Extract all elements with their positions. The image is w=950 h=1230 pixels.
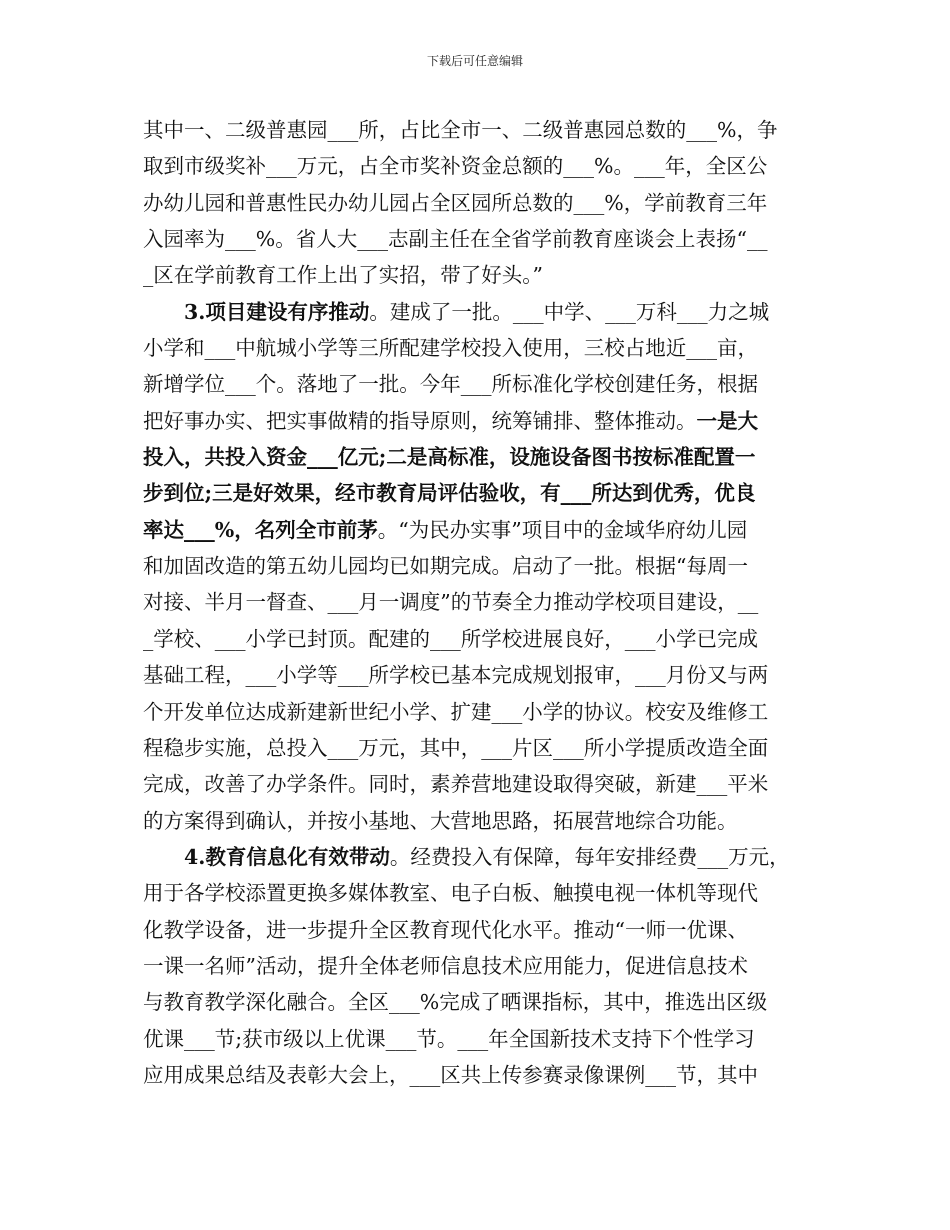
text-line bbox=[143, 694, 813, 730]
text-segment: 取到市级奖补___万元，占全市奖补资金总额的___%。___年，全区公 bbox=[143, 154, 768, 179]
text-segment: 把好事办实、把实事做精的指导原则，统筹铺排、整体推动。 bbox=[143, 408, 697, 433]
text-segment: 化教学设备，进一步提升全区教育现代化水平。推动“一师一优课、 bbox=[143, 917, 748, 942]
text-segment: _学校、___小学已封顶。配建的___所学校进展良好，___小学已完成 bbox=[143, 626, 758, 651]
text-line bbox=[143, 185, 813, 221]
text-line bbox=[143, 112, 813, 148]
text-segment: 完成，改善了办学条件。同时，素养营地建设取得突破，新建___平米 bbox=[143, 772, 769, 797]
text-line bbox=[143, 948, 813, 984]
text-line bbox=[143, 766, 813, 802]
text-line bbox=[143, 584, 813, 620]
text-line bbox=[143, 221, 813, 257]
text-segment: _区在学前教育工作上出了实招，带了好头。” bbox=[143, 263, 543, 288]
text-segment: 。“为民办实事”项目中的金域华府幼儿园 bbox=[377, 517, 748, 542]
bold-text-segment: 3.项目建设有序推动 bbox=[184, 299, 370, 324]
text-segment: 新增学位___个。落地了一批。今年___所标准化学校创建任务，根据 bbox=[143, 372, 758, 397]
text-segment: 其中一、二级普惠园___所，占比全市一、二级普惠园总数的___%，争 bbox=[143, 118, 778, 142]
text-line bbox=[143, 294, 813, 330]
text-line bbox=[143, 803, 813, 839]
text-line bbox=[143, 730, 813, 766]
text-segment: 入园率为___%。省人大___志副主任在全省学前教育座谈会上表扬“__ bbox=[143, 227, 768, 252]
bold-text-segment: 率达___%，名列全市前茅 bbox=[143, 517, 378, 542]
text-line bbox=[143, 366, 813, 402]
page-header: 下载后可任意编辑 bbox=[426, 54, 523, 68]
text-line bbox=[143, 839, 813, 875]
text-line bbox=[143, 403, 813, 439]
text-line bbox=[143, 621, 813, 657]
text-segment: 与教育教学深化融合。全区___%完成了晒课指标，其中，推选出区级 bbox=[143, 990, 768, 1015]
bold-text-segment: 步到位;三是好效果，经市教育局评估验收，有___所达到优秀，优良 bbox=[143, 481, 756, 506]
bold-text-segment: 一是大 bbox=[696, 408, 758, 433]
text-segment: 应用成果总结及表彰大会上，___区共上传参赛录像课例___节，其中 bbox=[143, 1062, 758, 1087]
text-segment: 对接、半月一督查、___月一调度”的节奏全力推动学校项目建设，__ bbox=[143, 590, 759, 615]
text-line bbox=[143, 548, 813, 584]
text-segment: 办幼儿园和普惠性民办幼儿园占全区园所总数的___%，学前教育三年 bbox=[143, 190, 768, 215]
text-segment: 。经费投入有保障，每年安排经费___万元， bbox=[389, 844, 790, 869]
text-line bbox=[143, 912, 813, 948]
text-segment: 一课一名师”活动，提升全体老师信息技术应用能力，促进信息技术 bbox=[143, 953, 748, 978]
bold-text-segment: 投入，共投入资金___亿元;二是高标准，设施设备图书按标准配置一 bbox=[143, 445, 756, 470]
text-line bbox=[143, 875, 813, 911]
text-segment: 个开发单位达成新建新世纪小学、扩建___小学的协议。校安及维修工 bbox=[143, 699, 769, 724]
bold-text-segment: 4.教育信息化有效带动 bbox=[184, 844, 390, 869]
text-line bbox=[143, 257, 813, 293]
text-segment: 小学和___中航城小学等三所配建学校投入使用，三校占地近___亩， bbox=[143, 336, 758, 361]
document-body bbox=[143, 112, 813, 1093]
text-line bbox=[143, 657, 813, 693]
text-segment: 和加固改造的第五幼儿园均已如期完成。启动了一批。根据“每周一 bbox=[143, 554, 748, 579]
text-line bbox=[143, 512, 813, 548]
text-line bbox=[143, 439, 813, 475]
text-line bbox=[143, 475, 813, 511]
text-segment: 。建成了一批。___中学、___万科___力之城 bbox=[369, 299, 770, 324]
text-segment: 用于各学校添置更换多媒体教室、电子白板、触摸电视一体机等现代 bbox=[143, 881, 758, 906]
text-line bbox=[143, 1057, 813, 1093]
text-segment: 优课___节;获市级以上优课___节。___年全国新技术支持下个性学习 bbox=[143, 1026, 755, 1051]
text-line bbox=[143, 984, 813, 1020]
text-segment: 程稳步实施，总投入___万元，其中，___片区___所小学提质改造全面 bbox=[143, 735, 769, 760]
text-segment: 基础工程，___小学等___所学校已基本完成规划报审，___月份又与两 bbox=[143, 663, 769, 688]
text-line bbox=[143, 148, 813, 184]
text-line bbox=[143, 330, 813, 366]
text-line bbox=[143, 1021, 813, 1057]
text-segment: 的方案得到确认，并按小基地、大营地思路，拓展营地综合功能。 bbox=[143, 808, 738, 833]
